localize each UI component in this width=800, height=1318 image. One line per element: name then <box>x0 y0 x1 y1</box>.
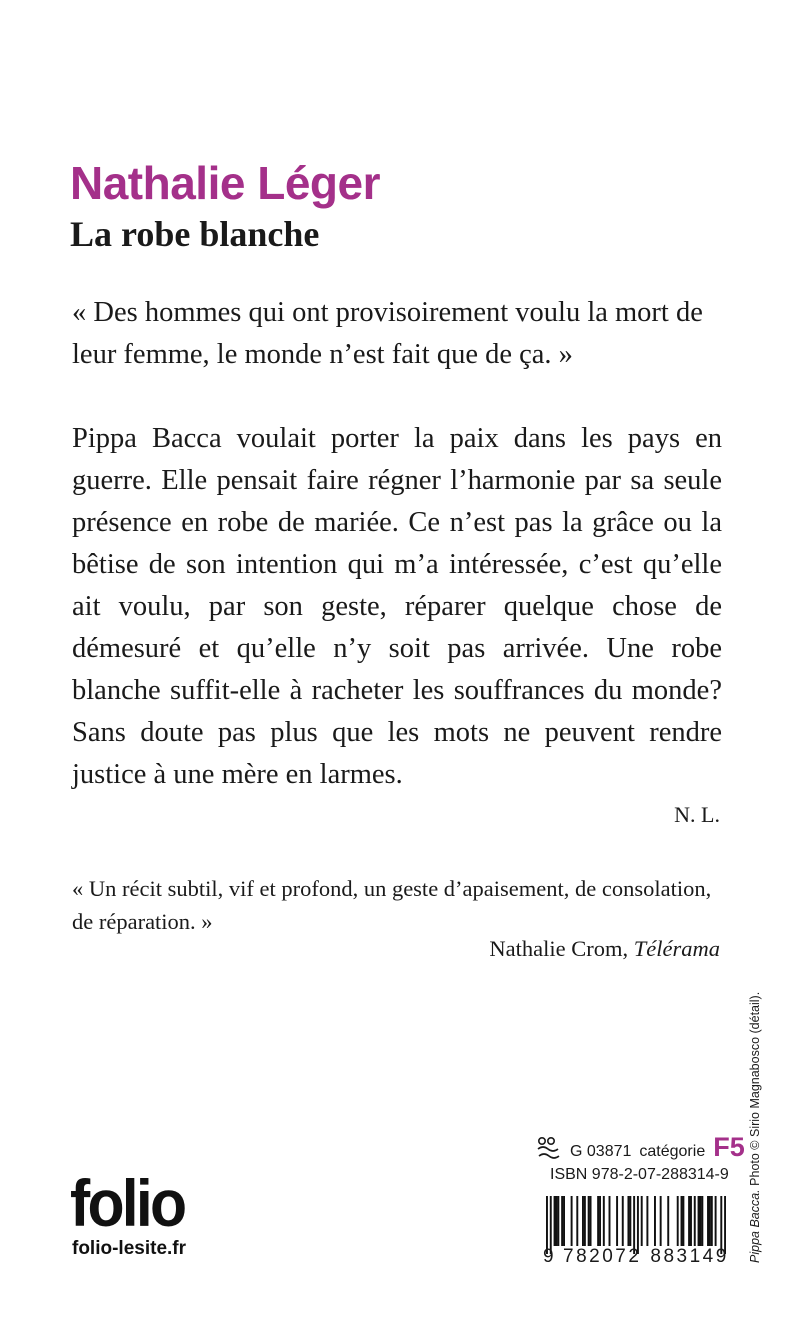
barcode-bar <box>707 1196 709 1246</box>
barcode-bar <box>629 1196 631 1246</box>
barcode-bar <box>709 1196 711 1246</box>
isbn: ISBN 978-2-07-288314-9 <box>550 1166 729 1183</box>
barcode-bar <box>555 1196 557 1246</box>
barcode-bar <box>584 1196 586 1246</box>
product-code: G 03871 <box>570 1143 632 1160</box>
barcode-bar <box>654 1196 656 1246</box>
barcode-bar <box>701 1196 703 1246</box>
barcode-bar <box>590 1196 592 1246</box>
review-source <box>489 936 720 962</box>
barcode-right-digits: 883149 <box>650 1246 729 1267</box>
barcode-bar <box>641 1196 643 1246</box>
author-name: Nathalie Léger <box>70 157 380 209</box>
barcode-bar <box>694 1196 696 1246</box>
barcode-bar <box>660 1196 662 1246</box>
folio-logo: folio <box>70 1166 185 1240</box>
photo-credit-text: Photo © Sirio Magnabosco (détail). <box>748 991 762 1186</box>
barcode-bar <box>690 1196 692 1246</box>
category-label: catégorie <box>639 1143 706 1160</box>
barcode-bar <box>682 1196 684 1246</box>
barcode-bar <box>699 1196 701 1246</box>
barcode-bar <box>715 1196 717 1246</box>
barcode-bar <box>597 1196 599 1246</box>
barcode-bar <box>588 1196 590 1246</box>
photo-subject: Pippa Bacca. <box>748 1189 762 1263</box>
barcode-bar <box>571 1196 573 1246</box>
barcode-bar <box>582 1196 584 1246</box>
barcode-first-digit: 9 <box>543 1246 554 1267</box>
barcode-bar <box>576 1196 578 1246</box>
barcode-bar <box>622 1196 624 1246</box>
critic-name: Nathalie Crom, <box>489 936 629 961</box>
product-code-line <box>536 1132 745 1162</box>
barcode-bar <box>603 1196 605 1246</box>
barcode-bar <box>616 1196 618 1246</box>
barcode-bar <box>681 1196 683 1246</box>
book-title: La robe blanche <box>70 214 320 254</box>
gallimard-icon <box>536 1136 562 1160</box>
barcode-bar <box>627 1196 629 1246</box>
publisher-website: folio-lesite.fr <box>72 1238 187 1259</box>
price-category: F5 <box>713 1132 745 1162</box>
barcode-bar <box>677 1196 679 1246</box>
barcode-bar <box>698 1196 700 1246</box>
summary-paragraph: Pippa Bacca voulait porter la paix dans les pays en guerre. Elle pensait faire régner l’harmonie par sa seule présence en robe de mariée. Ce n’est pas la grâce ou la bêtise de son intention qui m’a intéressée, c’est qu’elle ait voulu, par son geste, réparer quelque chose de démesuré et qu’elle n’y soit pas arrivée. Une robe blanche suffit-elle à racheter les souffrances du monde? Sans doute pas plus que les mots ne peuvent rendre justice à une mère en larmes. <box>72 423 722 790</box>
barcode-bar <box>609 1196 611 1246</box>
barcode-bar <box>711 1196 713 1246</box>
opening-quote: « Des hommes qui ont provisoirement voulu la mort de leur femme, le monde n’est fait que de ça. » <box>72 297 703 370</box>
author-signature: N. L. <box>674 802 720 827</box>
barcode-bar <box>646 1196 648 1246</box>
publication-name: Télérama <box>633 936 720 961</box>
barcode-bar <box>688 1196 690 1246</box>
barcode-bar <box>563 1196 565 1246</box>
barcode-digits <box>543 1246 729 1268</box>
photo-credit <box>748 992 762 1263</box>
barcode-bar <box>667 1196 669 1246</box>
review-quote: « Un récit subtil, vif et profond, un geste d’apaisement, de consolation, de réparation. » <box>72 876 712 934</box>
barcode-bar <box>599 1196 601 1246</box>
barcode-bar <box>561 1196 563 1246</box>
barcode-bar <box>557 1196 559 1246</box>
barcode-left-digits: 782072 <box>563 1246 642 1267</box>
barcode-bar <box>554 1196 556 1246</box>
